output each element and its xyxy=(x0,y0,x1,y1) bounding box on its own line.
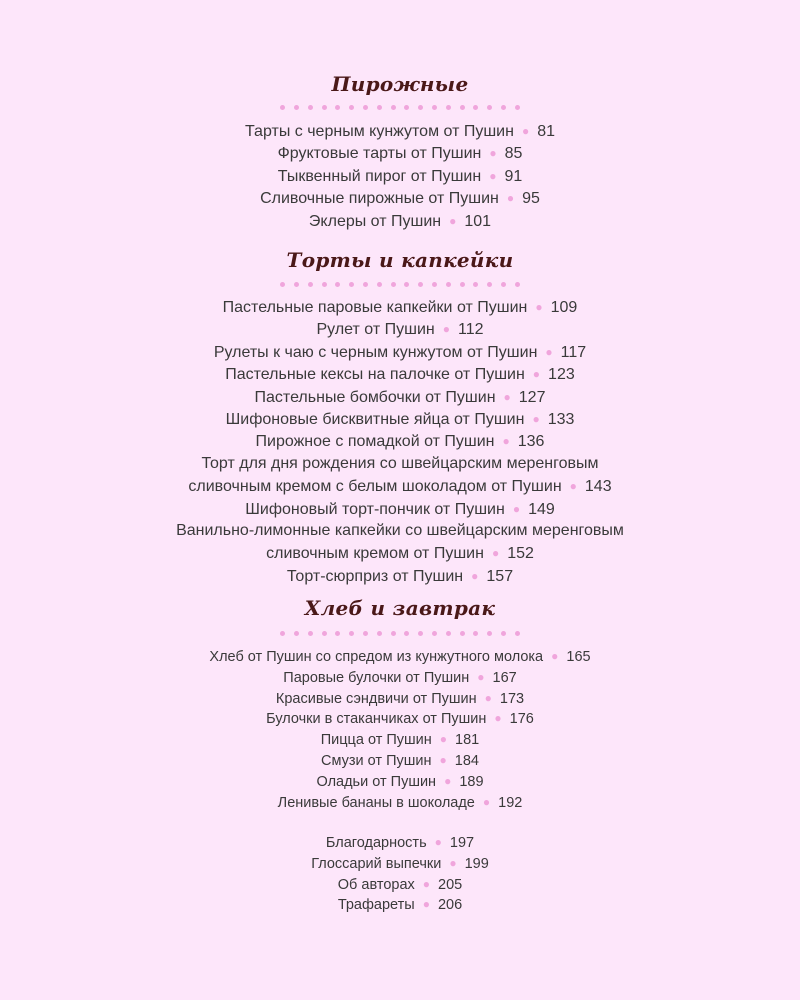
divider-dot xyxy=(418,105,423,110)
bullet-separator-icon: ● xyxy=(439,752,447,767)
entry-page-number: 184 xyxy=(454,752,479,769)
toc-entry[interactable] xyxy=(0,708,800,729)
bullet-separator-icon: ● xyxy=(532,367,541,382)
bullet-separator-icon: ● xyxy=(503,389,511,404)
entry-page-number: 112 xyxy=(457,321,484,339)
divider-dot xyxy=(404,631,409,636)
bullet-separator-icon: ● xyxy=(494,711,502,726)
divider-dot xyxy=(294,631,299,636)
entry-title: Ванильно-лимонные капкейки со швейцарским меренговым xyxy=(176,521,624,539)
bullet-separator-icon: ● xyxy=(535,300,543,314)
entry-title: Шифоновые бисквитные яйца от Пушин xyxy=(225,410,525,428)
entry-title: сливочным кремом от Пушин xyxy=(266,545,484,563)
entry-title: Булочки в стаканчиках от Пушин xyxy=(266,711,487,728)
toc-entry[interactable] xyxy=(0,475,800,497)
entry-page-number: 133 xyxy=(547,410,575,428)
entry-page-number: 101 xyxy=(464,212,492,230)
bullet-separator-icon: ● xyxy=(569,479,577,494)
toc-entry[interactable] xyxy=(0,142,800,164)
toc-entry[interactable] xyxy=(0,771,800,792)
divider-dot xyxy=(308,282,313,287)
divider-dot xyxy=(473,282,478,287)
entry-title: Глоссарий выпечки xyxy=(311,855,442,872)
entry-title: Торт-сюрприз от Пушин xyxy=(286,567,464,585)
bullet-separator-icon: ● xyxy=(442,322,450,337)
toc-entry[interactable] xyxy=(0,498,800,520)
divider-dot xyxy=(280,105,285,110)
dot-divider xyxy=(0,628,800,638)
entry-page-number: 143 xyxy=(584,478,612,496)
toc-entry[interactable] xyxy=(0,318,800,340)
entry-page-number: 176 xyxy=(509,711,534,728)
toc-entry[interactable] xyxy=(0,520,800,542)
divider-dot xyxy=(404,282,409,287)
entry-title: Красивые сэндвичи от Пушин xyxy=(275,690,477,707)
entry-title: Пицца от Пушин xyxy=(320,732,432,749)
divider-dot xyxy=(432,282,437,287)
toc-entry[interactable] xyxy=(0,894,800,915)
bullet-separator-icon: ● xyxy=(491,546,500,561)
toc-entry[interactable] xyxy=(0,646,800,667)
bullet-separator-icon: ● xyxy=(449,213,457,228)
entry-title: Рулеты к чаю с черным кунжутом от Пушин xyxy=(213,343,538,361)
divider-dot xyxy=(418,631,423,636)
toc-entry[interactable] xyxy=(0,792,800,813)
entry-page-number: 192 xyxy=(498,794,523,811)
divider-dot xyxy=(377,105,382,110)
toc-entry[interactable] xyxy=(0,453,800,475)
entry-title: Пастельные паровые капкейки от Пушин xyxy=(222,299,528,316)
toc-entry[interactable] xyxy=(0,688,800,709)
entry-title: Хлеб от Пушин со спредом из кунжутного молока xyxy=(209,649,544,665)
toc-entry[interactable] xyxy=(0,165,800,187)
bullet-separator-icon: ● xyxy=(422,876,431,891)
toc-entry[interactable] xyxy=(0,750,800,771)
divider-dot xyxy=(349,105,354,110)
section-title-bread: Хлеб и завтрак xyxy=(304,596,496,620)
section-title-pastries: Пирожные xyxy=(331,72,469,96)
entry-title: Рулет от Пушин xyxy=(316,321,435,339)
entry-title: Пастельные бомбочки от Пушин xyxy=(254,388,496,406)
bullet-separator-icon: ● xyxy=(471,568,479,583)
bullet-separator-icon: ● xyxy=(489,146,497,161)
toc-entry[interactable] xyxy=(0,542,800,564)
toc-entry[interactable] xyxy=(0,667,800,688)
divider-dot xyxy=(322,631,327,636)
divider-dot xyxy=(432,631,437,636)
entry-page-number: 181 xyxy=(455,732,480,749)
section-entries xyxy=(0,296,800,587)
divider-dot xyxy=(335,631,340,636)
entry-page-number: 91 xyxy=(504,167,523,185)
back-matter-entries xyxy=(0,832,800,915)
bullet-separator-icon: ● xyxy=(444,773,452,788)
entry-title: Тарты с черным кунжутом от Пушин xyxy=(245,123,514,140)
divider-dot xyxy=(487,282,492,287)
entry-page-number: 123 xyxy=(548,366,575,384)
entry-page-number: 81 xyxy=(537,123,555,140)
divider-dot xyxy=(391,631,396,636)
section-entries xyxy=(0,120,800,232)
divider-dot xyxy=(515,282,520,287)
toc-entry[interactable] xyxy=(0,341,800,363)
divider-dot xyxy=(349,282,354,287)
entry-page-number: 85 xyxy=(504,145,523,163)
toc-entry[interactable] xyxy=(0,120,800,142)
divider-dot xyxy=(446,105,451,110)
entry-title: Смузи от Пушин xyxy=(321,752,432,769)
entry-page-number: 199 xyxy=(464,855,489,872)
divider-dot xyxy=(294,282,299,287)
divider-dot xyxy=(418,282,423,287)
divider-dot xyxy=(349,631,354,636)
divider-dot xyxy=(363,631,368,636)
entry-title: Сливочные пирожные от Пушин xyxy=(260,190,499,208)
bullet-separator-icon: ● xyxy=(449,855,457,870)
divider-dot xyxy=(280,282,285,287)
divider-dot xyxy=(308,105,313,110)
entry-title: Тыквенный пирог от Пушин xyxy=(277,167,482,185)
bullet-separator-icon: ● xyxy=(521,124,530,138)
entry-page-number: 95 xyxy=(522,190,540,208)
bullet-separator-icon: ● xyxy=(482,794,491,809)
entry-title: Благодарность xyxy=(325,835,427,851)
entry-title: сливочным кремом с белым шоколадом от Пушин xyxy=(188,478,562,496)
bullet-separator-icon: ● xyxy=(545,344,553,359)
divider-dot xyxy=(487,105,492,110)
bullet-separator-icon: ● xyxy=(532,411,540,426)
toc-entry[interactable] xyxy=(0,408,800,430)
entry-page-number: 189 xyxy=(459,773,484,790)
divider-dot xyxy=(391,105,396,110)
section-entries xyxy=(0,646,800,812)
entry-title: Трафареты xyxy=(337,897,415,914)
toc-entry[interactable] xyxy=(0,832,800,853)
bullet-separator-icon: ● xyxy=(477,669,485,684)
bullet-separator-icon: ● xyxy=(512,501,521,516)
divider-dot xyxy=(280,631,285,636)
divider-dot xyxy=(308,631,313,636)
divider-dot xyxy=(487,631,492,636)
divider-dot xyxy=(446,282,451,287)
entry-page-number: 127 xyxy=(518,388,546,406)
dot-divider xyxy=(0,102,800,112)
toc-entry[interactable] xyxy=(0,363,800,385)
bullet-separator-icon: ● xyxy=(489,168,497,183)
divider-dot xyxy=(460,282,465,287)
divider-dot xyxy=(473,105,478,110)
dot-divider xyxy=(0,279,800,289)
toc-entry[interactable] xyxy=(0,430,800,452)
divider-dot xyxy=(363,105,368,110)
toc-entry[interactable] xyxy=(0,386,800,408)
entry-page-number: 117 xyxy=(560,343,587,361)
divider-dot xyxy=(460,631,465,636)
toc-entry[interactable] xyxy=(0,210,800,232)
entry-page-number: 152 xyxy=(507,545,534,563)
toc-entry[interactable] xyxy=(0,187,800,209)
toc-entry[interactable] xyxy=(0,565,800,587)
toc-entry[interactable] xyxy=(0,874,800,895)
divider-dot xyxy=(501,282,506,287)
toc-entry[interactable] xyxy=(0,296,800,318)
divider-dot xyxy=(363,282,368,287)
divider-dot xyxy=(404,105,409,110)
entry-title: Паровые булочки от Пушин xyxy=(283,669,470,686)
divider-dot xyxy=(322,282,327,287)
toc-entry[interactable] xyxy=(0,853,800,874)
divider-dot xyxy=(294,105,299,110)
entry-title: Фруктовые тарты от Пушин xyxy=(277,145,482,163)
bullet-separator-icon: ● xyxy=(506,191,515,206)
divider-dot xyxy=(391,282,396,287)
divider-dot xyxy=(501,631,506,636)
divider-dot xyxy=(515,631,520,636)
bullet-separator-icon: ● xyxy=(434,835,442,849)
divider-dot xyxy=(501,105,506,110)
entry-page-number: 205 xyxy=(438,876,463,893)
divider-dot xyxy=(377,631,382,636)
entry-page-number: 149 xyxy=(528,500,555,518)
entry-page-number: 197 xyxy=(449,835,475,851)
bullet-separator-icon: ● xyxy=(422,897,430,912)
entry-title: Ленивые бананы в шоколаде xyxy=(277,794,475,811)
entry-page-number: 109 xyxy=(550,299,578,316)
entry-page-number: 167 xyxy=(492,669,517,686)
section-title-cakes: Торты и капкейки xyxy=(286,248,514,272)
divider-dot xyxy=(432,105,437,110)
divider-dot xyxy=(377,282,382,287)
bullet-separator-icon: ● xyxy=(439,732,448,747)
entry-title: Об авторах xyxy=(337,876,415,893)
entry-page-number: 157 xyxy=(486,567,514,585)
bullet-separator-icon: ● xyxy=(484,690,492,705)
divider-dot xyxy=(515,105,520,110)
divider-dot xyxy=(335,282,340,287)
entry-title: Пирожное с помадкой от Пушин xyxy=(255,433,495,451)
divider-dot xyxy=(335,105,340,110)
entry-page-number: 206 xyxy=(437,897,463,914)
divider-dot xyxy=(473,631,478,636)
entry-title: Оладьи от Пушин xyxy=(316,773,437,790)
entry-page-number: 165 xyxy=(566,649,591,665)
divider-dot xyxy=(460,105,465,110)
entry-title: Эклеры от Пушин xyxy=(308,212,442,230)
entry-page-number: 136 xyxy=(517,433,545,451)
entry-title: Пастельные кексы на палочке от Пушин xyxy=(225,366,525,384)
entry-title: Шифоновый торт-пончик от Пушин xyxy=(245,500,505,518)
divider-dot xyxy=(322,105,327,110)
bullet-separator-icon: ● xyxy=(502,434,510,449)
bullet-separator-icon: ● xyxy=(551,649,559,663)
toc-entry[interactable] xyxy=(0,729,800,750)
entry-title: Торт для дня рождения со швейцарским меренговым xyxy=(201,454,599,472)
entry-page-number: 173 xyxy=(499,690,525,707)
divider-dot xyxy=(446,631,451,636)
